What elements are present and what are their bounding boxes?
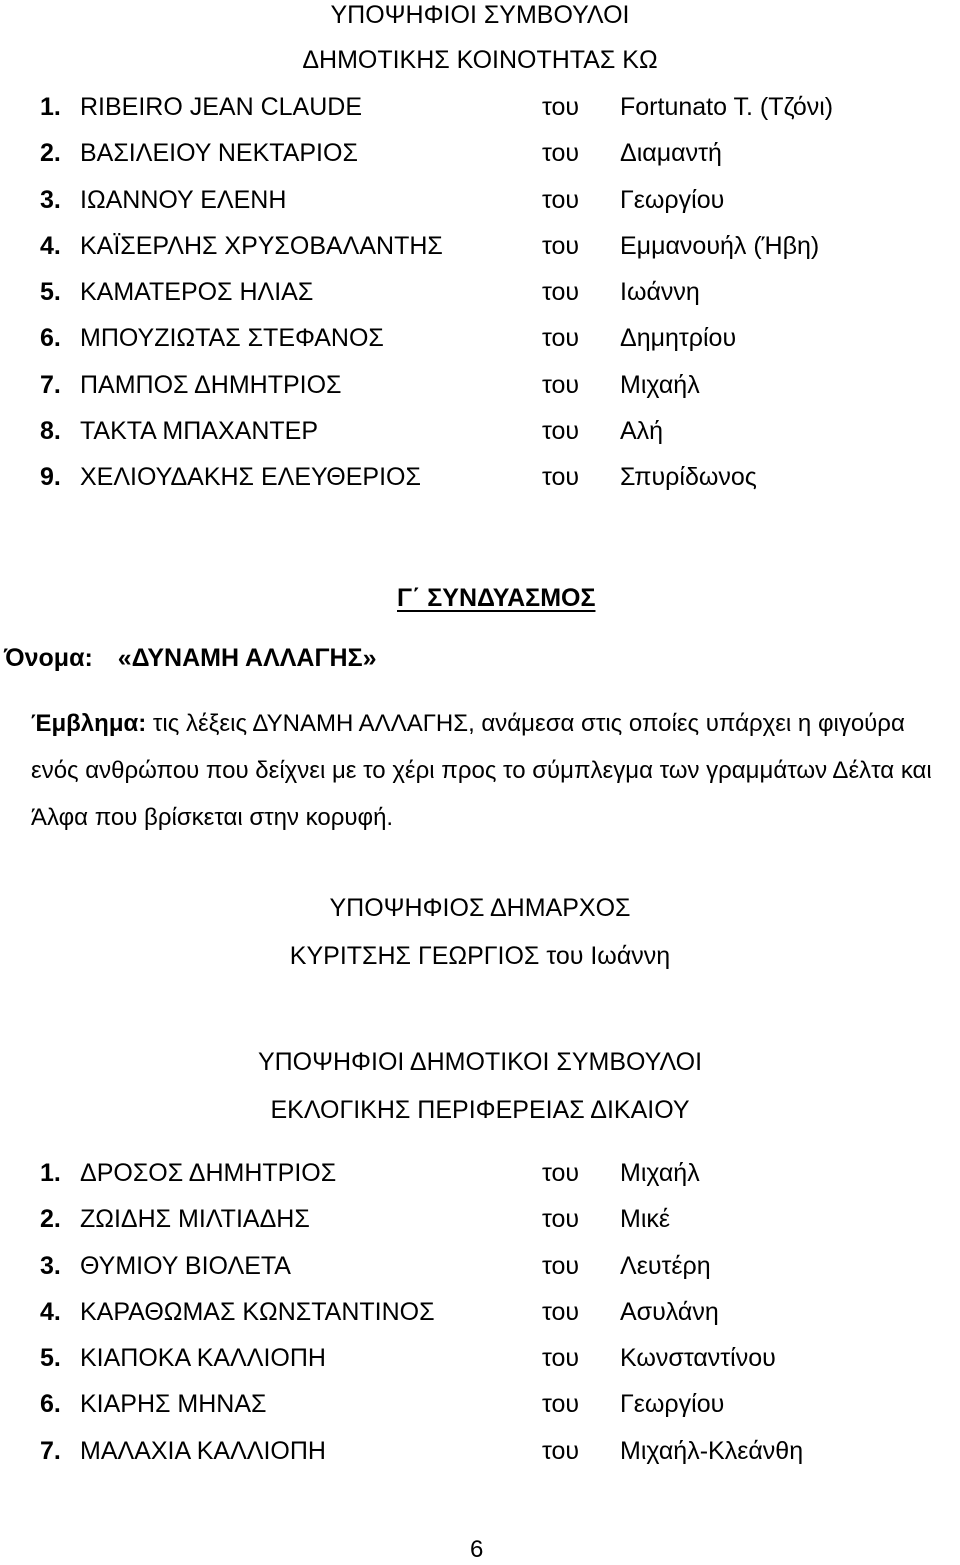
candidate-of: του (542, 1436, 580, 1465)
candidate-number: 5. (40, 1344, 61, 1372)
combination-name-row (4, 643, 376, 673)
candidate-row (0, 1204, 960, 1234)
candidate-number: 3. (40, 1251, 61, 1280)
candidate-father-name: Μικέ (620, 1205, 671, 1234)
emblem-text: τις λέξεις ΔΥΝΑΜΗ ΑΛΛΑΓΗΣ, ανάμεσα στις οποίες υπάρχει η φιγούρα ενός ανθρώπου που δείχνει με το χέρι προς το σύμπλεγμα των γραμμάτων Δέλτα και Άλφα που βρίσκεται στην κορυφή. (31, 710, 932, 831)
candidate-father-name: Αλή (620, 416, 664, 445)
candidate-row (0, 185, 960, 215)
candidate-name: ΘΥΜΙΟΥ ΒΙΟΛΕΤΑ (80, 1251, 291, 1280)
candidate-father-name: Σπυρίδωνος (620, 463, 757, 491)
candidate-of: του (542, 370, 580, 399)
section2-title-line1: ΥΠΟΨΗΦΙΟΙ ΔΗΜΟΤΙΚΟΙ ΣΥΜΒΟΥΛΟΙ (257, 1048, 703, 1076)
candidate-row (0, 370, 960, 400)
candidate-row (0, 416, 960, 446)
candidate-name: RIBEIRO JEAN CLAUDE (80, 93, 363, 121)
candidate-name: ΠΑΜΠΟΣ ΔΗΜΗΤΡΙΟΣ (80, 370, 342, 399)
page-number: 6 (470, 1536, 484, 1563)
candidate-of: του (542, 185, 580, 214)
candidate-number: 6. (40, 1390, 61, 1419)
candidate-of: του (542, 1251, 580, 1280)
section1-title-line1: ΥΠΟΨΗΦΙΟΙ ΣΥΜΒΟΥΛΟΙ (330, 1, 630, 29)
combination-name-label: Όνομα: (4, 644, 93, 672)
candidate-father-name: Γεωργίου (620, 1390, 725, 1419)
candidate-of: του (542, 278, 580, 306)
candidate-number: 8. (40, 416, 61, 445)
candidate-number: 4. (40, 1297, 61, 1326)
emblem-paragraph (31, 700, 936, 841)
candidate-of: του (542, 139, 580, 168)
candidate-name: ΚΙΑΡΗΣ ΜΗΝΑΣ (80, 1390, 267, 1419)
candidate-number: 7. (40, 370, 61, 399)
candidate-row (0, 138, 960, 168)
section1-title-line2: ΔΗΜΟΤΙΚΗΣ ΚΟΙΝΟΤΗΤΑΣ ΚΩ (302, 46, 658, 74)
candidate-number: 5. (40, 278, 61, 306)
mayor-title: ΥΠΟΨΗΦΙΟΣ ΔΗΜΑΡΧΟΣ (329, 894, 631, 922)
candidate-father-name: Κωνσταντίνου (620, 1344, 776, 1372)
candidate-of: του (542, 1390, 580, 1419)
candidate-number: 2. (40, 139, 61, 168)
emblem-label: Έμβλημα: (31, 710, 147, 737)
candidate-of: του (542, 1344, 580, 1372)
candidate-name: ΖΩΙΔΗΣ ΜΙΛΤΙΑΔΗΣ (80, 1205, 310, 1234)
candidate-name: ΚΙΑΠΟΚΑ ΚΑΛΛΙΟΠΗ (80, 1344, 326, 1372)
candidate-number: 7. (40, 1436, 61, 1465)
candidate-name: ΜΑΛΑΧΙΑ ΚΑΛΛΙΟΠΗ (80, 1436, 326, 1465)
candidate-number: 4. (40, 231, 61, 260)
candidate-row (0, 1251, 960, 1281)
candidate-name: ΔΡΟΣΟΣ ΔΗΜΗΤΡΙΟΣ (80, 1159, 337, 1187)
candidate-father-name: Λευτέρη (620, 1251, 711, 1280)
candidate-father-name: Δημητρίου (620, 324, 737, 353)
combination-heading (397, 583, 595, 613)
candidate-number: 1. (40, 1159, 61, 1187)
candidate-father-name: Μιχαήλ (620, 1159, 700, 1187)
candidate-name: ΤΑΚΤΑ ΜΠΑΧΑΝΤΕΡ (80, 416, 319, 445)
candidate-row (0, 323, 960, 353)
candidate-of: του (542, 1297, 580, 1326)
candidate-father-name: Διαμαντή (620, 139, 722, 168)
candidate-row (0, 277, 960, 307)
candidate-of: του (542, 1205, 580, 1234)
candidate-name: ΚΑΜΑΤΕΡΟΣ ΗΛΙΑΣ (80, 278, 314, 306)
candidate-number: 2. (40, 1205, 61, 1234)
candidate-father-name: Fortunato T. (Τζόνι) (620, 93, 834, 121)
candidate-of: του (542, 416, 580, 445)
candidate-father-name: Γεωργίου (620, 185, 725, 214)
candidate-father-name: Μιχαήλ-Κλεάνθη (620, 1436, 804, 1465)
candidate-number: 1. (40, 93, 61, 121)
candidate-row (0, 231, 960, 261)
candidate-name: ΙΩΑΝΝΟΥ ΕΛΕΝΗ (80, 185, 287, 214)
candidate-father-name: Μιχαήλ (620, 370, 700, 399)
mayor-name: ΚΥΡΙΤΣΗΣ ΓΕΩΡΓΙΟΣ του Ιωάννη (289, 942, 671, 970)
candidate-row (0, 1436, 960, 1466)
candidate-of: του (542, 463, 580, 491)
candidate-number: 9. (40, 463, 61, 491)
candidate-name: ΧΕΛΙΟΥΔΑΚΗΣ ΕΛΕΥΘΕΡΙΟΣ (80, 463, 421, 491)
candidate-number: 6. (40, 324, 61, 353)
candidate-row (0, 92, 960, 122)
candidate-row (0, 1158, 960, 1188)
candidate-of: του (542, 324, 580, 353)
candidate-of: του (542, 1159, 580, 1187)
combination-heading-text: Γ΄ ΣΥΝΔΥΑΣΜΟΣ (397, 584, 596, 612)
candidate-name: ΚΑΪΣΕΡΛΗΣ ΧΡΥΣΟΒΑΛΑΝΤΗΣ (80, 231, 443, 260)
candidate-father-name: Εμμανουήλ (Ήβη) (620, 231, 820, 260)
candidate-father-name: Ιωάννη (620, 278, 700, 306)
candidate-row (0, 462, 960, 492)
candidate-row (0, 1389, 960, 1419)
candidate-of: του (542, 231, 580, 260)
candidate-name: ΒΑΣΙΛΕΙΟΥ ΝΕΚΤΑΡΙΟΣ (80, 139, 358, 168)
candidate-name: ΜΠΟΥΖΙΩΤΑΣ ΣΤΕΦΑΝΟΣ (80, 324, 384, 353)
candidate-father-name: Ασυλάνη (620, 1297, 719, 1326)
candidate-number: 3. (40, 185, 61, 214)
candidate-row (0, 1343, 960, 1373)
candidate-name: ΚΑΡΑΘΩΜΑΣ ΚΩΝΣΤΑΝΤΙΝΟΣ (80, 1297, 435, 1326)
section2-title-line2: ΕΚΛΟΓΙΚΗΣ ΠΕΡΙΦΕΡΕΙΑΣ ΔΙΚΑΙΟΥ (270, 1096, 690, 1124)
candidate-row (0, 1297, 960, 1327)
combination-name-value: «ΔΥΝΑΜΗ ΑΛΛΑΓΗΣ» (117, 644, 377, 672)
candidate-of: του (542, 93, 580, 121)
